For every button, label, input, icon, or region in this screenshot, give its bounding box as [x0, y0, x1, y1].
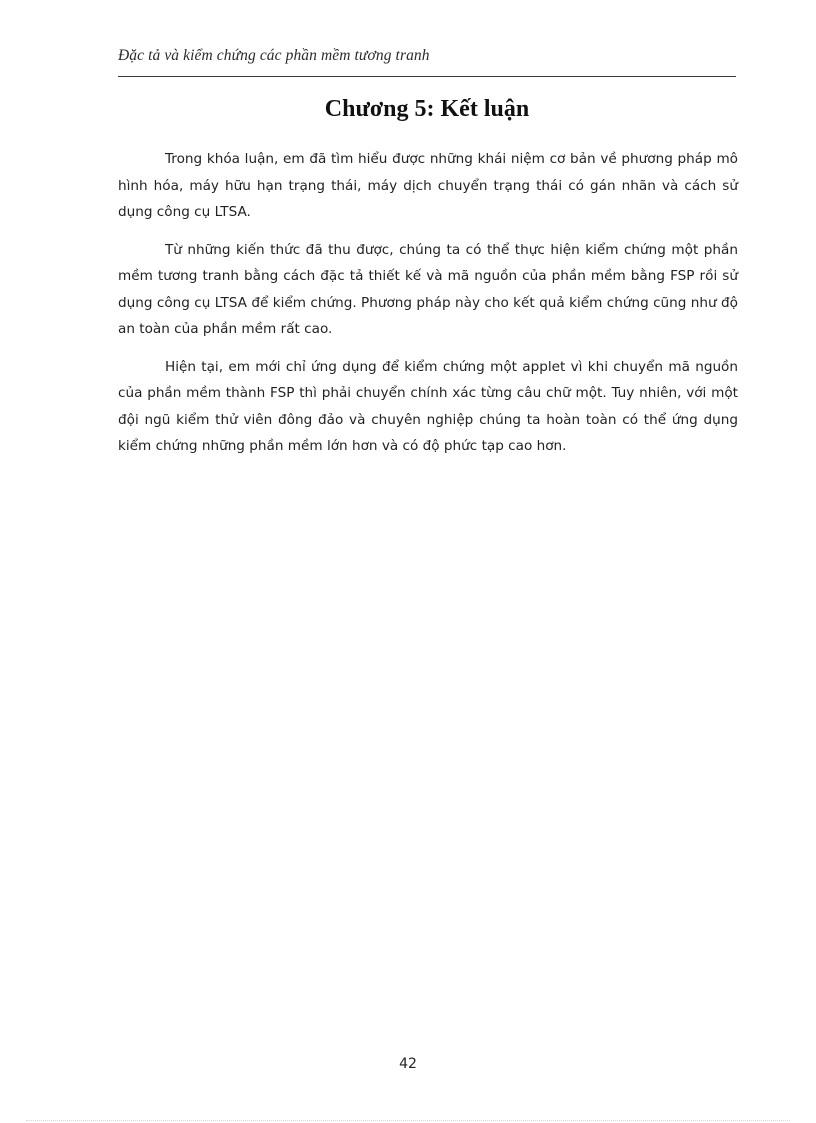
paragraph-1: Trong khóa luận, em đã tìm hiểu được những khái niệm cơ bản về phương pháp mô hình hóa, máy hữu hạn trạng thái, máy dịch chuyển trạng thái có gán nhãn và cách sử dụng công cụ LTSA. — [118, 151, 738, 220]
header-divider — [118, 76, 736, 77]
page-bottom-edge — [26, 1120, 790, 1121]
body-text — [118, 146, 738, 471]
paragraph-2: Từ những kiến thức đã thu được, chúng ta có thể thực hiện kiểm chứng một phần mềm tương tranh bằng cách đặc tả thiết kế và mã nguồn của phần mềm bằng FSP rồi sử dụng công cụ LTSA để kiểm chứng. Phương pháp này cho kết quả kiểm chứng cũng như độ an toàn của phần mềm rất cao. — [118, 241, 738, 337]
chapter-title: Chương 5: Kết luận — [324, 96, 530, 122]
paragraph-3: Hiện tại, em mới chỉ ứng dụng để kiểm chứng một applet vì khi chuyển mã nguồn của phần mềm thành FSP thì phải chuyển chính xác từng câu chữ một. Tuy nhiên, với một đội ngũ kiểm thử viên đông đảo và chuyên nghiệp chúng ta hoàn toàn có thể ứng dụng kiểm chứng những phần mềm lớn hơn và có độ phức tạp cao hơn. — [118, 358, 738, 454]
running-header: Đặc tả và kiểm chứng các phần mềm tương tranh — [118, 47, 430, 64]
page-number: 42 — [399, 1056, 417, 1072]
